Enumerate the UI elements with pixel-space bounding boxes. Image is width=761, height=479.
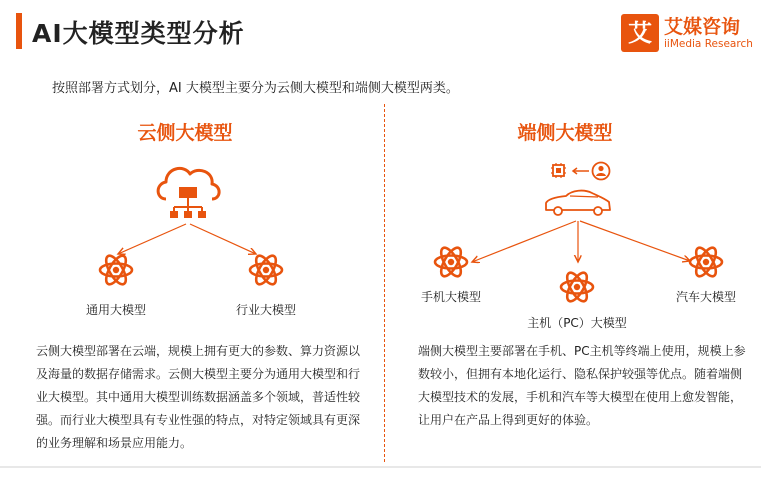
cloud-section-title: 云侧大模型: [137, 122, 233, 144]
edge-arrow-right: [580, 221, 690, 261]
edge-section-title: 端侧大模型: [517, 122, 613, 144]
node-label-pc: 主机（PC）大模型: [527, 316, 627, 330]
logo-mark: 艾: [621, 14, 659, 52]
atom-icon-general: [100, 253, 132, 287]
intro-text: 按照部署方式划分，AI 大模型主要分为云侧大模型和端侧大模型两类。: [52, 81, 459, 96]
node-label-phone: 手机大模型: [420, 290, 481, 304]
atom-icon-car: [690, 245, 722, 279]
atom-icon-phone: [435, 245, 467, 279]
page-title: AI大模型类型分析: [32, 19, 245, 48]
node-label-car: 汽车大模型: [675, 290, 736, 304]
node-label-industry: 行业大模型: [235, 303, 296, 317]
edge-description: 端侧大模型主要部署在手机、PC主机等终端上使用，规模上参数较小，但拥有本地化运行、隐私保护较强等优点。随着端侧大模型技术的发展，手机和汽车等大模型在使用上愈发智能，让用户在产品上得到更好的体验。: [418, 344, 746, 427]
logo-subtitle: iiMedia Research: [664, 38, 753, 50]
cloud-description: 云侧大模型部署在云端，规模上拥有更大的参数、算力资源以及海量的数据存储需求。云侧大模型主要分为通用大模型和行业大模型。其中通用大模型训练数据涵盖多个领域，普适性较强。而行业大模型具有专业性强的特点，对特定领域具有更深的业务理解和场景应用能力。: [36, 344, 361, 450]
chip-to-user-icon: [551, 163, 610, 180]
node-label-general: 通用大模型: [85, 303, 146, 317]
logo-name: 艾媒咨询: [664, 16, 741, 38]
car-icon: [546, 191, 610, 215]
edge-arrow-left: [472, 221, 576, 262]
cloud-arrow-right: [190, 224, 256, 254]
footer-rule: [0, 466, 761, 468]
cloud-network-icon: [158, 168, 219, 218]
cloud-arrow-left: [118, 224, 186, 254]
atom-icon-pc: [561, 270, 593, 304]
atom-icon-industry: [250, 253, 282, 287]
